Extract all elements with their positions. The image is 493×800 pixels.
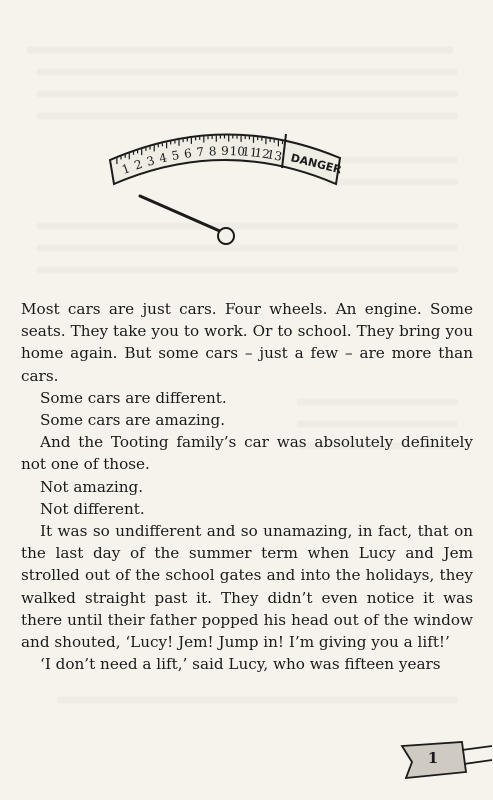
- gauge-number: 13: [265, 147, 284, 164]
- page-number-banner: [400, 738, 493, 788]
- gauge-number: 2: [132, 156, 145, 173]
- paragraph: Not amazing.: [40, 477, 144, 496]
- gauge-number: 10: [229, 143, 246, 159]
- paragraph: And the Tooting family’s car was absolutely definitely not one of those.: [21, 433, 473, 474]
- gauge-number: 3: [145, 153, 157, 169]
- gauge-number: 8: [208, 144, 217, 159]
- needle-pivot: [218, 228, 234, 244]
- page-number: 1: [427, 749, 439, 767]
- gauge-number: 11: [241, 144, 258, 160]
- gauge-number: 6: [183, 146, 193, 161]
- paragraph: It was so undifferent and so unamazing, in fact, that on the last day of the summer term when Lucy and Jem strolled out of the school gates and into the holidays, they walked straight past it. They didn’t even notice it was there until their father popped his head out of the window and shouted, ‘Lucy! Jem! Jump in! I’m giving you a lift!’: [21, 522, 473, 652]
- paragraph: Most cars are just cars. Four wheels. An engine. Some seats. They take you to work. Or to school. They bring you home again. But some cars – just a few – are more than cars.: [21, 300, 473, 385]
- gauge-needle: [140, 196, 222, 232]
- danger-label: DANGER: [289, 151, 343, 177]
- paragraph: ‘I don’t need a lift,’ said Lucy, who was fifteen years: [40, 655, 441, 674]
- gauge-number: 1: [119, 161, 132, 177]
- story-text: [21, 298, 473, 675]
- gauge-number: 9: [221, 144, 229, 158]
- paragraph: Some cars are different.: [40, 388, 227, 407]
- speedometer-illustration: [100, 118, 360, 268]
- paragraph: Some cars are amazing.: [40, 411, 226, 430]
- gauge-number: 4: [157, 150, 169, 166]
- gauge-number: 5: [170, 148, 181, 164]
- gauge-number: 12: [253, 145, 271, 162]
- paragraph: Not different.: [40, 499, 145, 518]
- gauge-number: 7: [195, 144, 205, 160]
